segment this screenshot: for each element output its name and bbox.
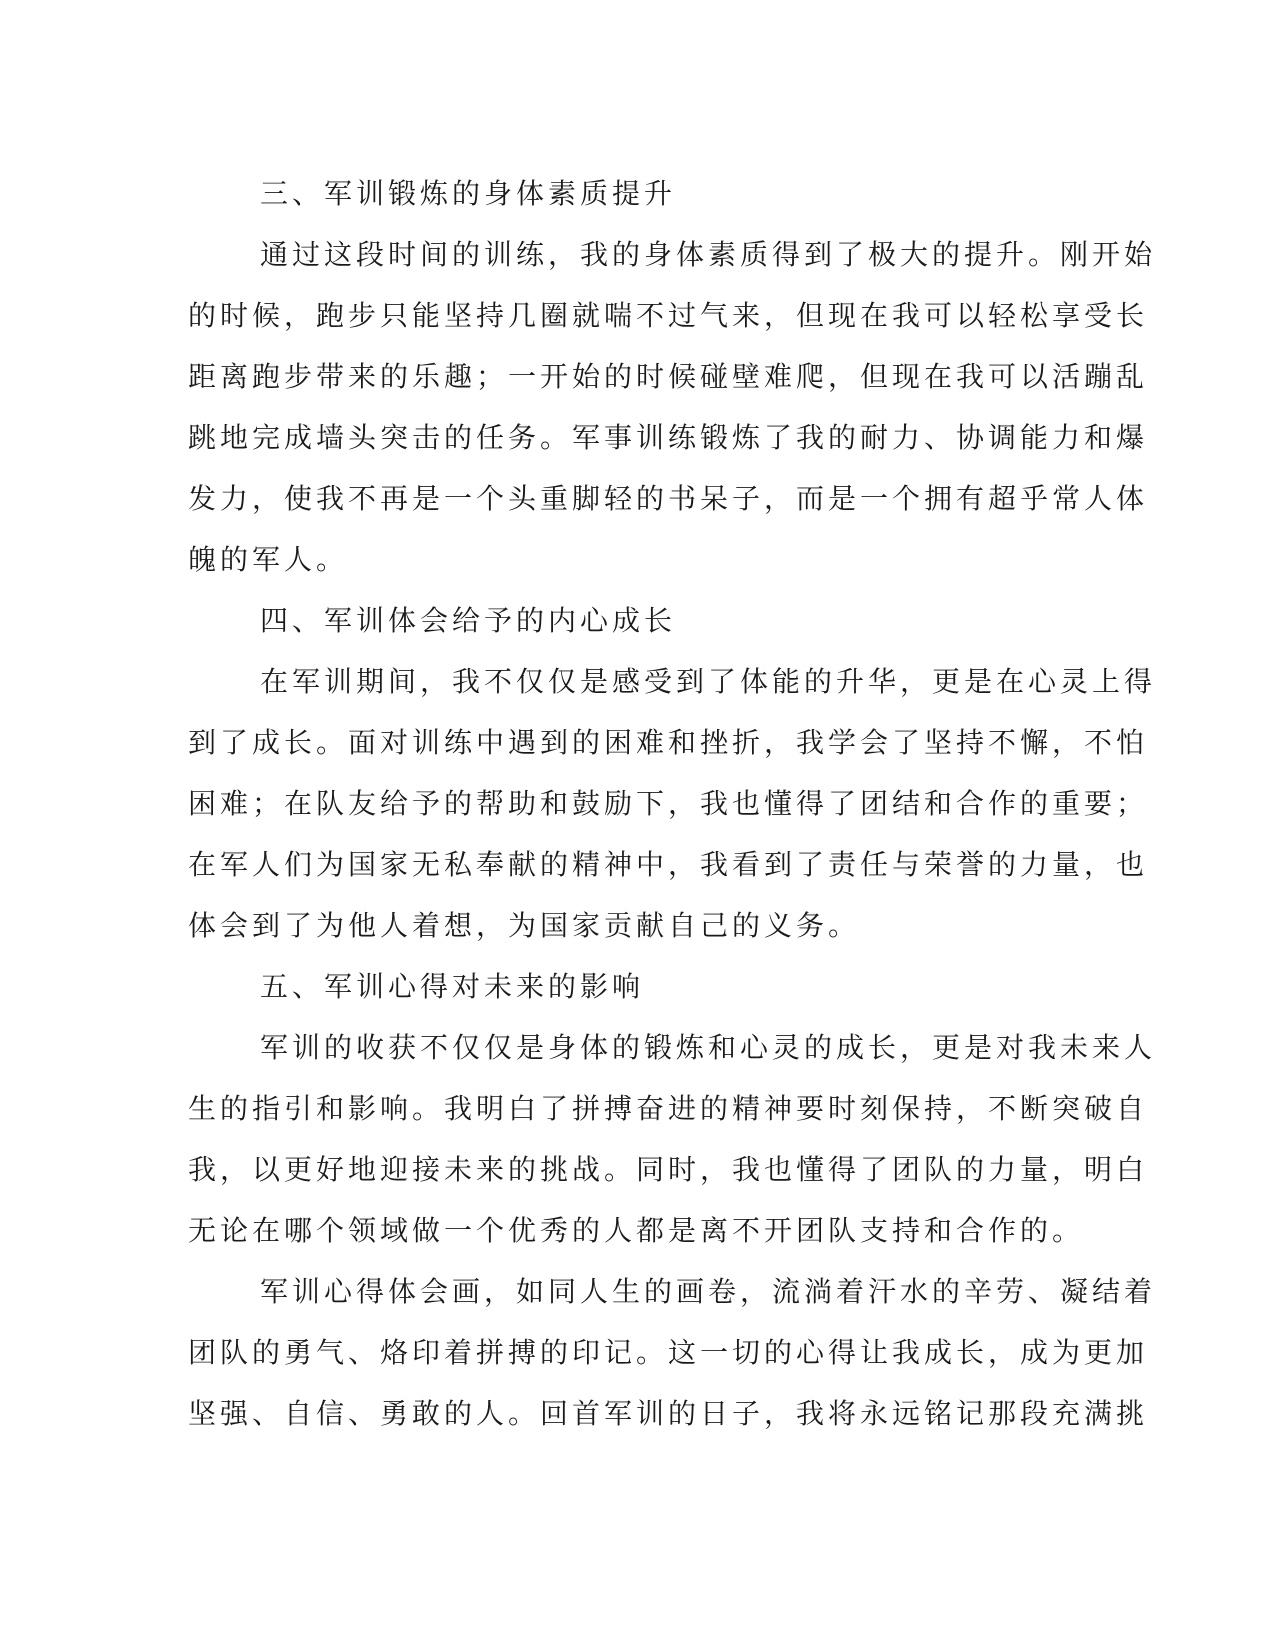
paragraph-line: 魄的军人。 — [188, 543, 349, 576]
paragraph-line: 发力，使我不再是一个头重脚轻的书呆子，而是一个拥有超乎常人体 — [188, 482, 1149, 515]
paragraph-line: 通过这段时间的训练，我的身体素质得到了极大的提升。刚开始 — [260, 238, 1157, 271]
section-heading: 五、军训心得对未来的影响 — [260, 970, 645, 1003]
paragraph-line: 的时候，跑步只能坚持几圈就喘不过气来，但现在我可以轻松享受长 — [188, 299, 1149, 332]
paragraph-line: 困难；在队友给予的帮助和鼓励下，我也懂得了团结和合作的重要； — [188, 787, 1149, 820]
paragraph-line: 跳地完成墙头突击的任务。军事训练锻炼了我的耐力、协调能力和爆 — [188, 421, 1149, 454]
section-heading: 四、军训体会给予的内心成长 — [260, 604, 677, 637]
paragraph-line: 到了成长。面对训练中遇到的困难和挫折，我学会了坚持不懈，不怕 — [188, 726, 1149, 759]
paragraph-line: 在军训期间，我不仅仅是感受到了体能的升华，更是在心灵上得 — [260, 665, 1157, 698]
paragraph-line: 体会到了为他人着想，为国家贡献自己的义务。 — [188, 909, 861, 942]
document-body — [188, 163, 1157, 1444]
paragraph-line: 我，以更好地迎接未来的挑战。同时，我也懂得了团队的力量，明白 — [188, 1153, 1149, 1186]
paragraph-line: 生的指引和影响。我明白了拼搏奋进的精神要时刻保持，不断突破自 — [188, 1092, 1149, 1125]
paragraph-line: 团队的勇气、烙印着拼搏的印记。这一切的心得让我成长，成为更加 — [188, 1336, 1149, 1369]
paragraph-line: 军训的收获不仅仅是身体的锻炼和心灵的成长，更是对我未来人 — [260, 1031, 1157, 1064]
paragraph-line: 无论在哪个领域做一个优秀的人都是离不开团队支持和合作的。 — [188, 1214, 1085, 1247]
paragraph-line: 距离跑步带来的乐趣；一开始的时候碰壁难爬，但现在我可以活蹦乱 — [188, 360, 1149, 393]
paragraph-line: 军训心得体会画，如同人生的画卷，流淌着汗水的辛劳、凝结着 — [260, 1275, 1157, 1308]
paragraph-line: 在军人们为国家无私奉献的精神中，我看到了责任与荣誉的力量，也 — [188, 848, 1149, 881]
section-heading: 三、军训锻炼的身体素质提升 — [260, 177, 677, 210]
paragraph-line: 坚强、自信、勇敢的人。回首军训的日子，我将永远铭记那段充满挑 — [188, 1397, 1149, 1430]
